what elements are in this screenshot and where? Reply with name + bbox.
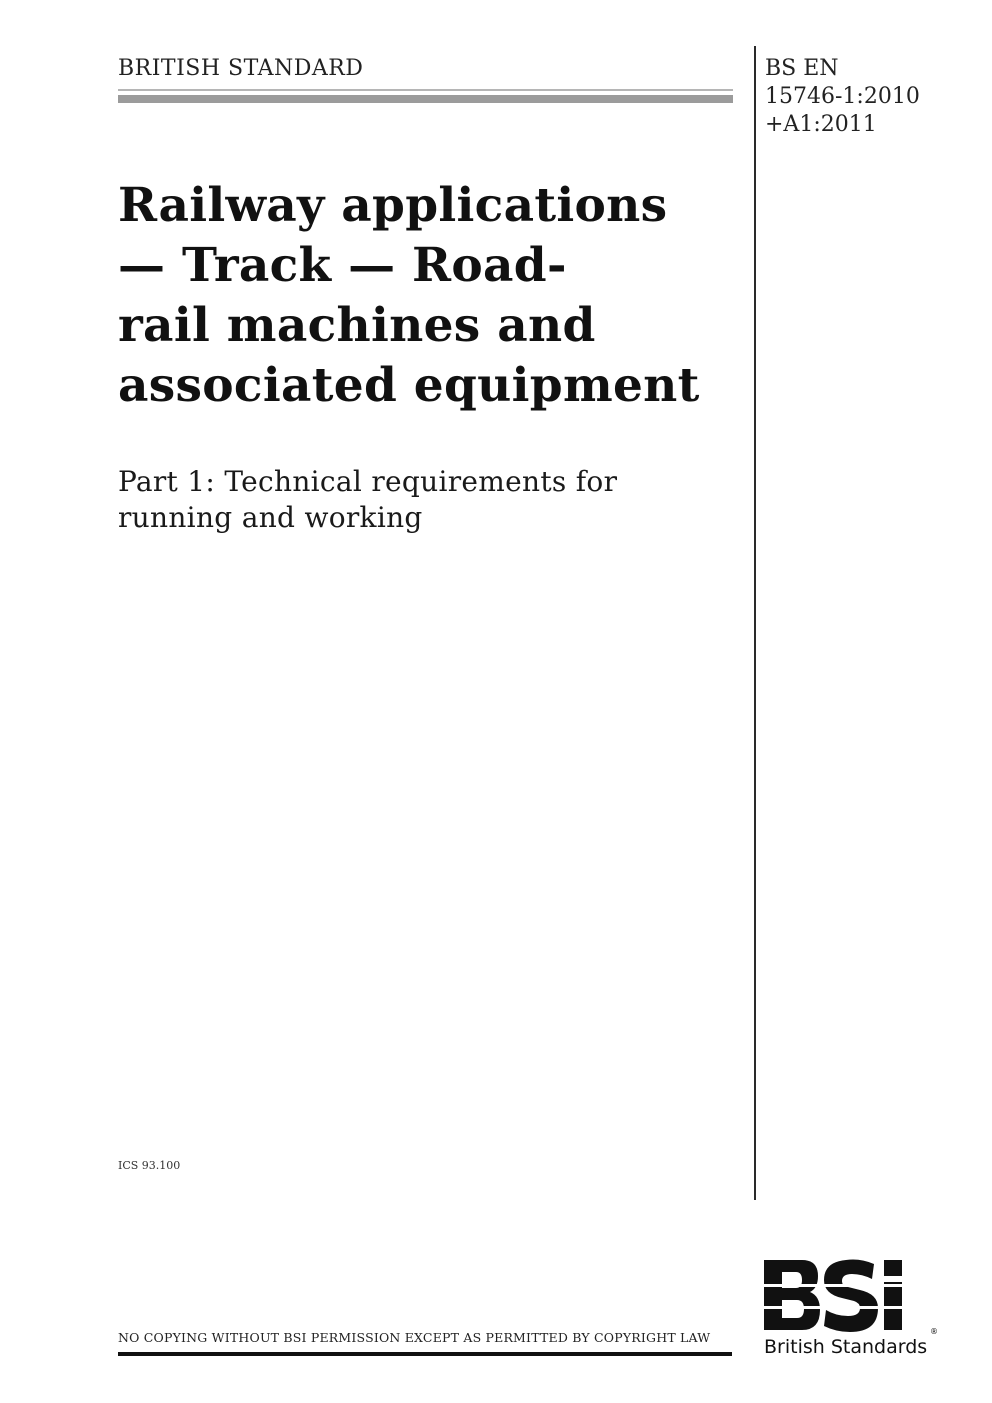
ics-code: ICS 93.100	[118, 1159, 181, 1172]
header-rule-thin	[118, 89, 733, 91]
designation-line: +A1:2011	[765, 112, 877, 137]
standard-designation	[765, 55, 920, 139]
designation-line: BS EN	[765, 56, 839, 81]
column-divider	[754, 46, 756, 1200]
designation-line: 15746-1:2010	[765, 84, 920, 109]
title-line: associated equipment	[118, 358, 700, 413]
standard-type-label: BRITISH STANDARD	[118, 56, 364, 81]
title-line: — Track — Road-	[118, 238, 567, 293]
document-title	[118, 176, 728, 416]
title-line: rail machines and	[118, 298, 596, 353]
title-line: Railway applications	[118, 178, 668, 233]
subtitle-line: Part 1: Technical requirements for	[118, 465, 618, 498]
header-rule-thick	[118, 95, 733, 103]
copyright-notice: NO COPYING WITHOUT BSI PERMISSION EXCEPT AS PERMITTED BY COPYRIGHT LAW	[118, 1330, 711, 1345]
registered-mark-icon: ®	[930, 1327, 938, 1334]
document-subtitle	[118, 464, 728, 536]
subtitle-line: running and working	[118, 501, 423, 534]
bsi-logo-mark-icon	[762, 1258, 938, 1334]
bsi-logo-subtitle: British Standards	[764, 1336, 928, 1358]
footer-rule	[118, 1352, 732, 1356]
